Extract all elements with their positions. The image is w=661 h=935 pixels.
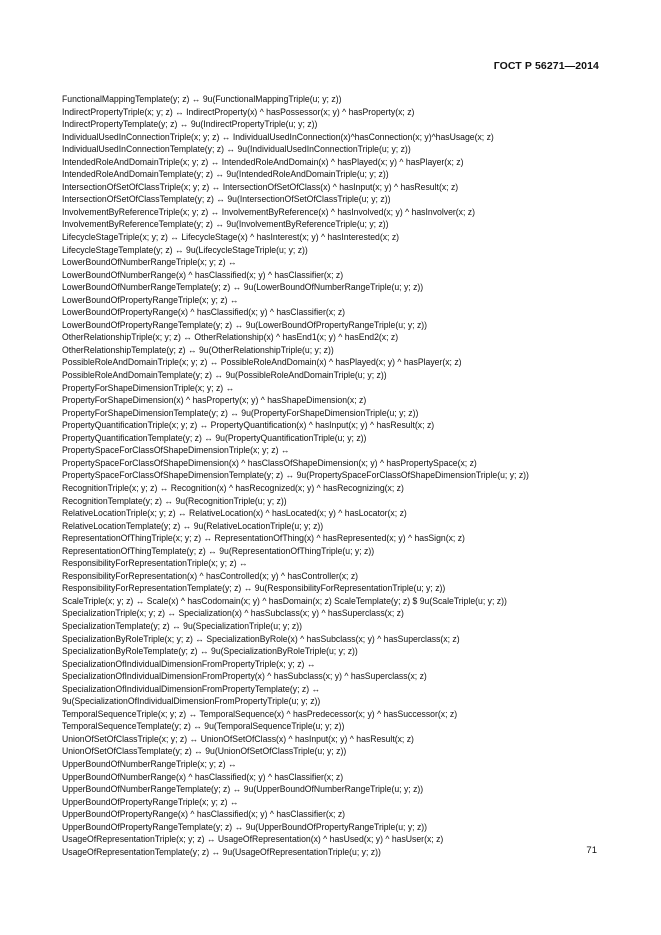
formula-line: LifecycleStageTriple(x; y; z) ↔ LifecycleStage(x) ^ hasInterest(x; y) ^ hasInterested(x; z) bbox=[62, 232, 400, 243]
formula-line: UpperBoundOfNumberRangeTriple(x; y; z) ↔ bbox=[62, 758, 237, 769]
formula-line: IndividualUsedInConnectionTemplate(y; z) ↔ 9u(IndividualUsedInConnectionTriple(u; y; z)) bbox=[62, 144, 411, 155]
formula-line: PossibleRoleAndDomainTemplate(y; z) ↔ 9u(PossibleRoleAndDomainTriple(u; y; z)) bbox=[62, 370, 387, 381]
formula-line: UpperBoundOfPropertyRange(x) ^ hasClassified(x; y) ^ hasClassifier(x; z) bbox=[62, 809, 346, 820]
formula-line: SpecializationByRoleTemplate(y; z) ↔ 9u(SpecializationByRoleTriple(u; y; z)) bbox=[62, 646, 358, 657]
formula-line: IndirectPropertyTriple(x; y; z) ↔ IndirectProperty(x) ^ hasPossessor(x; y) ^ hasProperty(x; z) bbox=[62, 106, 415, 117]
formula-line: OtherRelationshipTemplate(y; z) ↔ 9u(OtherRelationshipTriple(u; y; z)) bbox=[62, 344, 334, 355]
formula-line: RepresentationOfThingTriple(x; y; z) ↔ RepresentationOfThing(x) ^ hasRepresented(x; y) ^ hasSign(x; z) bbox=[62, 533, 465, 544]
formula-line: 9u(SpecializationOfIndividualDimensionFromPropertyTriple(u; y; z)) bbox=[62, 696, 321, 707]
formula-line: UpperBoundOfNumberRangeTemplate(y; z) ↔ 9u(UpperBoundOfNumberRangeTriple(u; y; z)) bbox=[62, 784, 424, 795]
formula-line: UpperBoundOfNumberRange(x) ^ hasClassified(x; y) ^ hasClassifier(x; z) bbox=[62, 771, 344, 782]
formula-line: ResponsibilityForRepresentationTriple(x; y; z) ↔ bbox=[62, 558, 248, 569]
formula-line: UpperBoundOfPropertyRangeTriple(x; y; z) ↔ bbox=[62, 796, 239, 807]
formula-line: SpecializationOfIndividualDimensionFromPropertyTriple(x; y; z) ↔ bbox=[62, 658, 316, 669]
formula-line: TemporalSequenceTriple(x; y; z) ↔ TemporalSequence(x) ^ hasPredecessor(x; y) ^ hasSuccessor(x; z) bbox=[62, 708, 458, 719]
formula-line: FunctionalMappingTemplate(y; z) ↔ 9u(FunctionalMappingTriple(u; y; z)) bbox=[62, 94, 342, 104]
formula-line: SpecializationTriple(x; y; z) ↔ Specialization(x) ^ hasSubclass(x; y) ^ hasSuperclass(x; z) bbox=[62, 608, 404, 619]
formula-line: IntersectionOfSetOfClassTriple(x; y; z) ↔ IntersectionOfSetOfClass(x) ^ hasInput(x; y) ^ hasResult(x; z) bbox=[62, 181, 459, 192]
formula-line: PropertySpaceForClassOfShapeDimension(x) ^ hasClassOfShapeDimension(x; y) ^ hasPropertySpace(x; z) bbox=[62, 457, 477, 468]
formula-line: SpecializationByRoleTriple(x; y; z) ↔ SpecializationByRole(x) ^ hasSubclass(x; y) ^ hasSuperclass(x; z) bbox=[62, 633, 460, 644]
formula-line: LowerBoundOfNumberRangeTemplate(y; z) ↔ 9u(LowerBoundOfNumberRangeTriple(u; y; z)) bbox=[62, 282, 424, 293]
formula-line: LifecycleStageTemplate(y; z) ↔ 9u(LifecycleStageTriple(u; y; z)) bbox=[62, 244, 308, 255]
formula-line: TemporalSequenceTemplate(y; z) ↔ 9u(TemporalSequenceTriple(u; y; z)) bbox=[62, 721, 345, 732]
formula-line: LowerBoundOfNumberRange(x) ^ hasClassified(x; y) ^ hasClassifier(x; z) bbox=[62, 269, 344, 280]
formula-line: IndividualUsedInConnectionTriple(x; y; z) ↔ IndividualUsedInConnection(x)^hasConnection(x; y)^hasUsage(x; z) bbox=[62, 131, 494, 142]
formula-line: IntersectionOfSetOfClassTemplate(y; z) ↔ 9u(IntersectionOfSetOfClassTriple(u; y; z)) bbox=[62, 194, 391, 205]
formula-line: SpecializationOfIndividualDimensionFromProperty(x) ^ hasSubclass(x; y) ^ hasSuperclass(x; z) bbox=[62, 671, 427, 682]
formula-line: PropertySpaceForClassOfShapeDimensionTemplate(y; z) ↔ 9u(PropertySpaceForClassOfShapeDimensionTriple(u; y; z)) bbox=[62, 470, 529, 481]
formula-line: PropertyForShapeDimensionTriple(x; y; z) ↔ bbox=[62, 382, 235, 393]
formula-line: UnionOfSetOfClassTriple(x; y; z) ↔ UnionOfSetOfClass(x) ^ hasInput(x; y) ^ hasResult(x; z) bbox=[62, 733, 414, 744]
formula-list bbox=[62, 93, 607, 858]
formula-line: PropertyForShapeDimension(x) ^ hasProperty(x; y) ^ hasShapeDimension(x; z) bbox=[62, 395, 367, 406]
formula-line: InvolvementByReferenceTemplate(y; z) ↔ 9u(InvolvementByReferenceTriple(u; y; z)) bbox=[62, 219, 389, 230]
formula-line: PropertySpaceForClassOfShapeDimensionTriple(x; y; z) ↔ bbox=[62, 445, 290, 456]
formula-line: LowerBoundOfPropertyRangeTemplate(y; z) ↔ 9u(LowerBoundOfPropertyRangeTriple(u; y; z)) bbox=[62, 319, 428, 330]
formula-line: ResponsibilityForRepresentationTemplate(y; z) ↔ 9u(ResponsibilityForRepresentationTriple(u; y; z)) bbox=[62, 583, 446, 594]
formula-line: RepresentationOfThingTemplate(y; z) ↔ 9u(RepresentationOfThingTriple(u; y; z)) bbox=[62, 545, 375, 556]
formula-line: IntendedRoleAndDomainTriple(x; y; z) ↔ IntendedRoleAndDomain(x) ^ hasPlayed(x; y) ^ hasPlayer(x; z) bbox=[62, 156, 464, 167]
formula-line: IndirectPropertyTemplate(y; z) ↔ 9u(IndirectPropertyTriple(u; y; z)) bbox=[62, 119, 318, 130]
formula-line: IntendedRoleAndDomainTemplate(y; z) ↔ 9u(IntendedRoleAndDomainTriple(u; y; z)) bbox=[62, 169, 389, 180]
formula-line: LowerBoundOfPropertyRange(x) ^ hasClassified(x; y) ^ hasClassifier(x; z) bbox=[62, 307, 346, 318]
formula-line: RelativeLocationTriple(x; y; z) ↔ RelativeLocation(x) ^ hasLocated(x; y) ^ hasLocator(x; z) bbox=[62, 508, 407, 519]
page-header-standard-id: ГОСТ Р 56271—2014 bbox=[493, 60, 599, 72]
formula-line: ScaleTriple(x; y; z) ↔ Scale(x) ^ hasCodomain(x; y) ^ hasDomain(x; z) ScaleTemplate(y; z) $ 9u(ScaleTriple(u; y; z)) bbox=[62, 595, 507, 606]
formula-line: RecognitionTemplate(y; z) ↔ 9u(RecognitionTriple(u; y; z)) bbox=[62, 495, 287, 506]
formula-line: SpecializationTemplate(y; z) ↔ 9u(SpecializationTriple(u; y; z)) bbox=[62, 620, 303, 631]
formula-line: OtherRelationshipTriple(x; y; z) ↔ OtherRelationship(x) ^ hasEnd1(x; y) ^ hasEnd2(x; z) bbox=[62, 332, 399, 343]
formula-line: PropertyQuantificationTemplate(y; z) ↔ 9u(PropertyQuantificationTriple(u; y; z)) bbox=[62, 432, 367, 443]
formula-line: UsageOfRepresentationTriple(x; y; z) ↔ UsageOfRepresentation(x) ^ hasUsed(x; y) ^ hasUser(x; z) bbox=[62, 834, 444, 845]
formula-line: PropertyForShapeDimensionTemplate(y; z) ↔ 9u(PropertyForShapeDimensionTriple(u; y; z)) bbox=[62, 407, 419, 418]
page-number: 71 bbox=[586, 845, 597, 856]
formula-line: PropertyQuantificationTriple(x; y; z) ↔ PropertyQuantification(x) ^ hasInput(x; y) ^ hasResult(x; z) bbox=[62, 420, 435, 431]
formula-line: UpperBoundOfPropertyRangeTemplate(y; z) ↔ 9u(UpperBoundOfPropertyRangeTriple(u; y; z)) bbox=[62, 821, 428, 832]
formula-line: RecognitionTriple(x; y; z) ↔ Recognition(x) ^ hasRecognized(x; y) ^ hasRecognizing(x; z) bbox=[62, 482, 404, 493]
formula-line: ResponsibilityForRepresentation(x) ^ hasControlled(x; y) ^ hasController(x; z) bbox=[62, 570, 359, 581]
formula-line: PossibleRoleAndDomainTriple(x; y; z) ↔ PossibleRoleAndDomain(x) ^ hasPlayed(x; y) ^ hasPlayer(x; z) bbox=[62, 357, 462, 368]
formula-line: UsageOfRepresentationTemplate(y; z) ↔ 9u(UsageOfRepresentationTriple(u; y; z)) bbox=[62, 846, 381, 857]
formula-line: InvolvementByReferenceTriple(x; y; z) ↔ InvolvementByReference(x) ^ hasInvolved(x; y) ^ hasInvolver(x; z) bbox=[62, 206, 476, 217]
formula-line: LowerBoundOfPropertyRangeTriple(x; y; z) ↔ bbox=[62, 294, 239, 305]
formula-line: UnionOfSetOfClassTemplate(y; z) ↔ 9u(UnionOfSetOfClassTriple(u; y; z)) bbox=[62, 746, 347, 757]
formula-line: LowerBoundOfNumberRangeTriple(x; y; z) ↔ bbox=[62, 257, 237, 268]
formula-line: SpecializationOfIndividualDimensionFromPropertyTemplate(y; z) ↔ bbox=[62, 683, 321, 694]
formula-line: RelativeLocationTemplate(y; z) ↔ 9u(RelativeLocationTriple(u; y; z)) bbox=[62, 520, 324, 531]
